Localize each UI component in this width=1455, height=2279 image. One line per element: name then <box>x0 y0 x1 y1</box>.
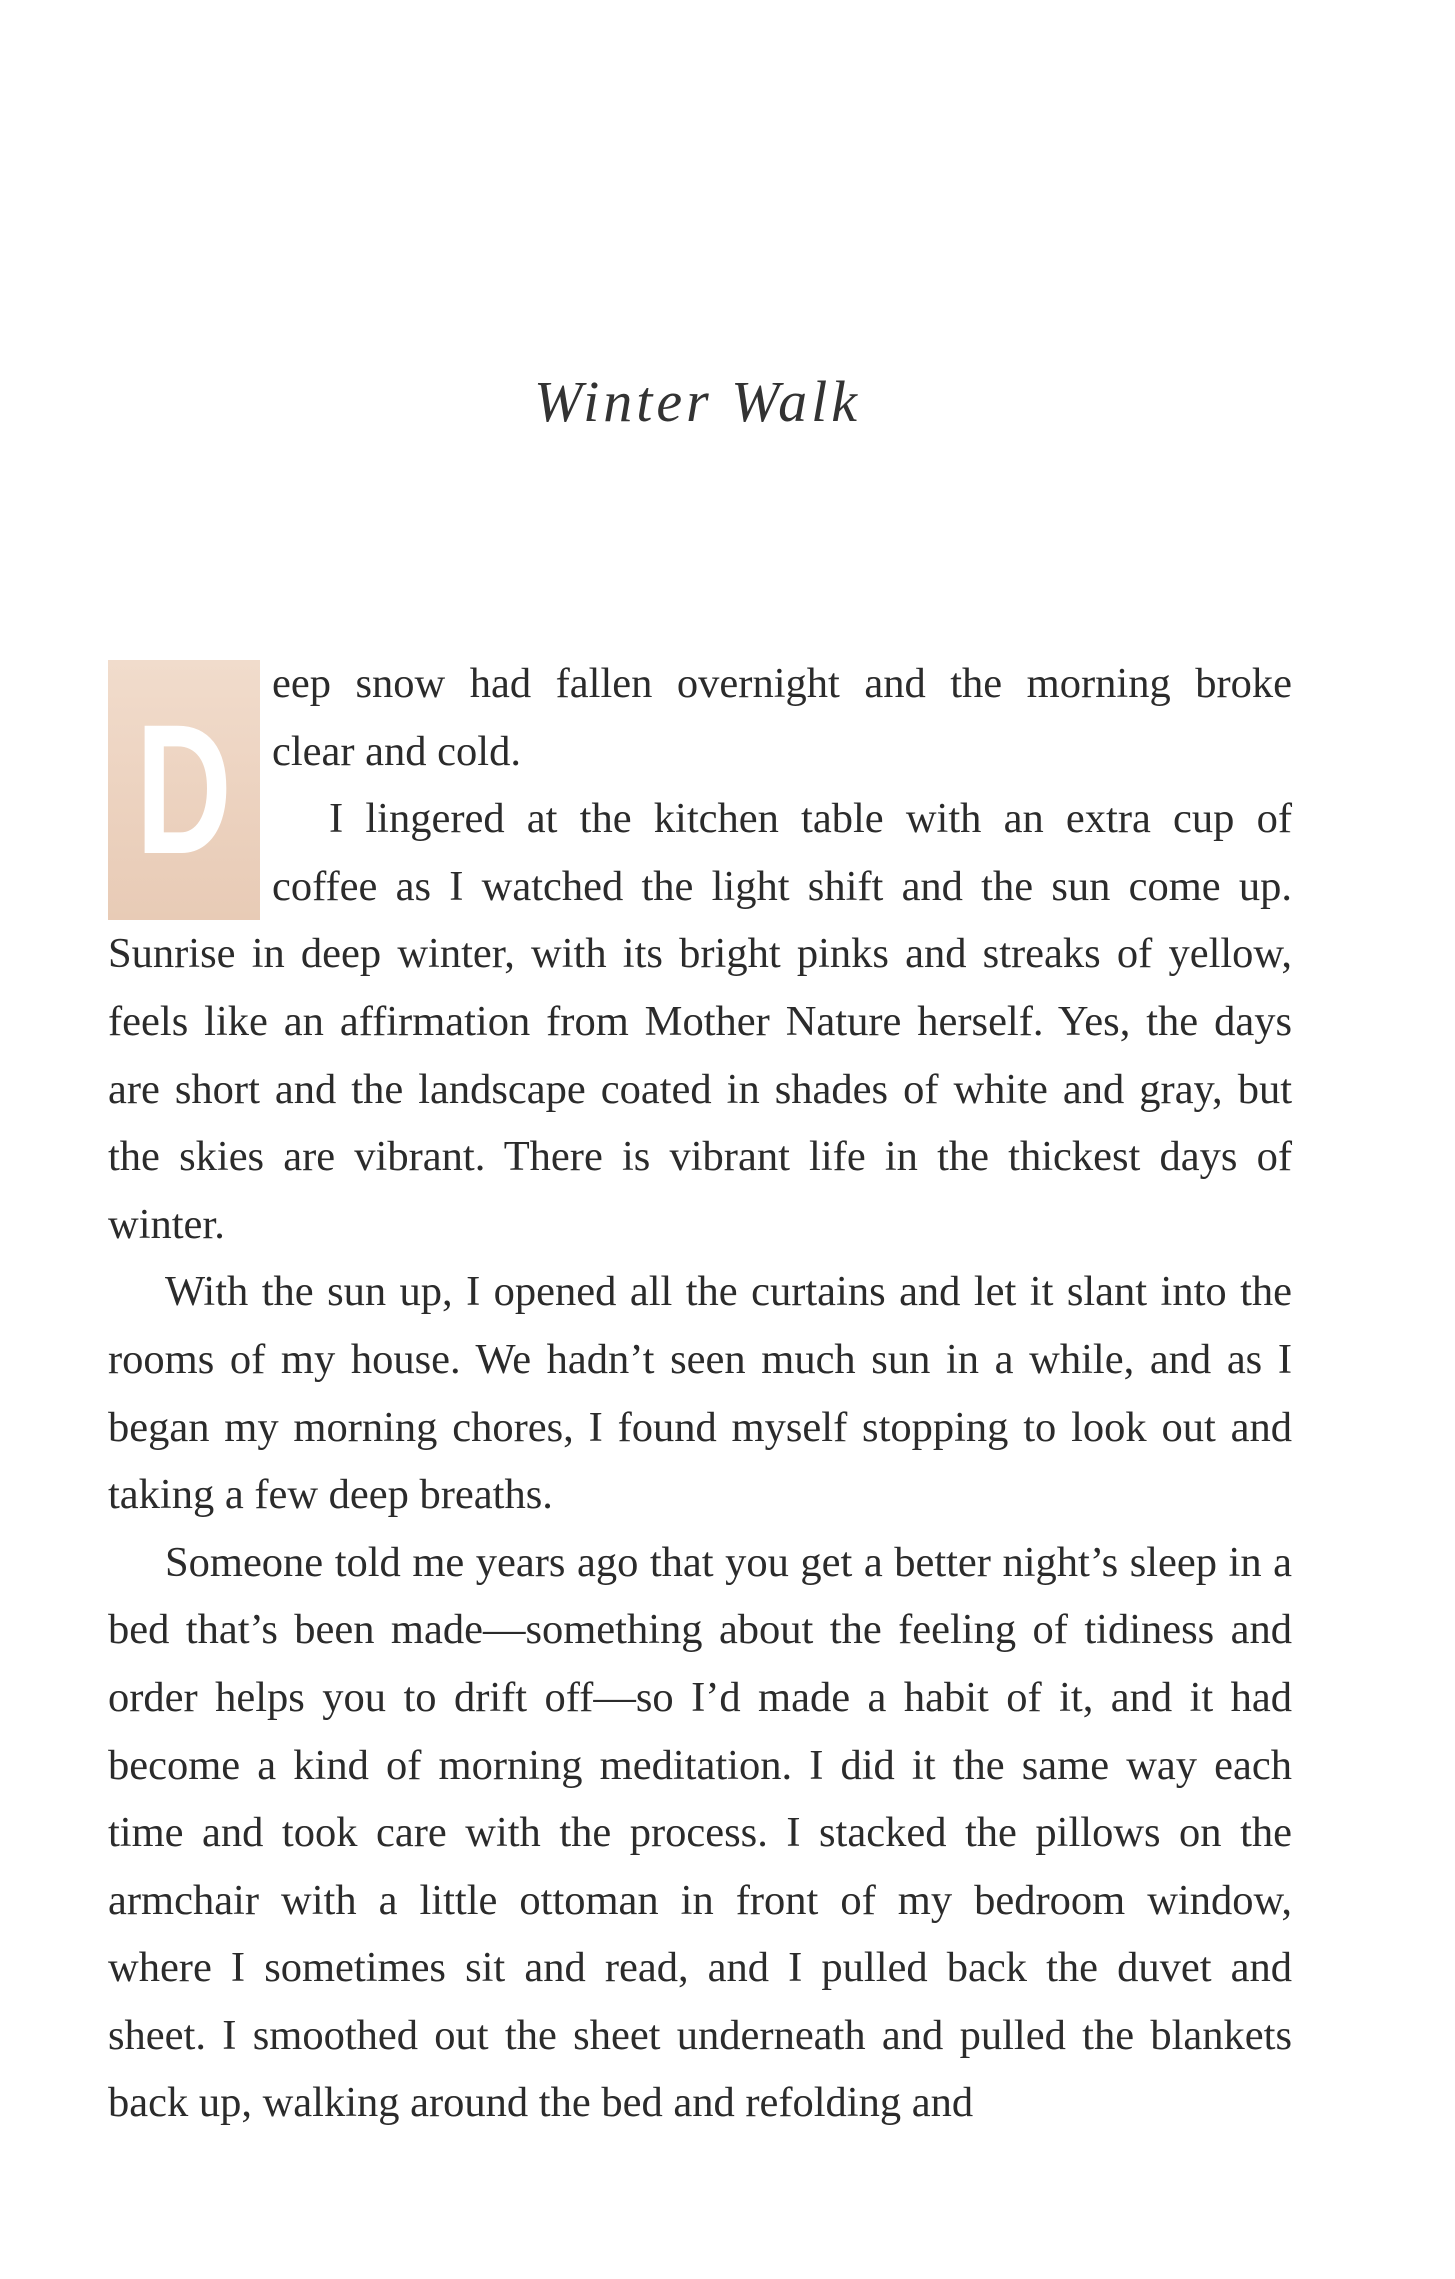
paragraph-1 <box>108 650 1292 785</box>
paragraph-2-line-2: coffee as I watched the light shift and the sun come up. <box>272 862 1292 910</box>
chapter-title: Winter Walk <box>533 369 861 434</box>
paragraph-2 <box>108 785 1292 1258</box>
paragraph-2-line-1-text: I lingered at the kitchen table with an extra cup of <box>329 795 1292 843</box>
paragraph-1-line-1: eep snow had fallen overnight and the morning broke <box>272 660 1292 707</box>
paragraph-1-line-2: clear and cold. <box>272 727 521 775</box>
body-text <box>108 650 1292 2137</box>
paragraph-3: With the sun up, I opened all the curtains and let it slant into the rooms of my house. We hadn’t seen much sun in a while, and as I began my morning chores, I found myself stopping to look out and taking a few deep breaths. <box>108 1268 1292 1519</box>
paragraph-2-line-1 <box>108 785 1292 853</box>
paragraph-2-rest: Sunrise in deep winter, with its bright pinks and streaks of yellow, feels like an affirmation from Mother Nature herself. Yes, the days are short and the landscape coated in shades of white and gray, but the skies are vibrant. There is vibrant life in the thickest days of winter. <box>108 930 1292 1248</box>
paragraph-4: Someone told me years ago that you get a better night’s sleep in a bed that’s been made—something about the feeling of tidiness and order helps you to drift off—so I’d made a habit of it, and it had become a kind of morning meditation. I did it the same way each time and took care with the process. I stacked the pillows on the armchair with a little ottoman in front of my bedroom window, where I sometimes sit and read, and I pulled back the duvet and sheet. I smoothed out the sheet underneath and pulled the blankets back up, walking around the bed and refolding and <box>108 1538 1292 2127</box>
drop-cap-letter: D <box>135 686 233 893</box>
